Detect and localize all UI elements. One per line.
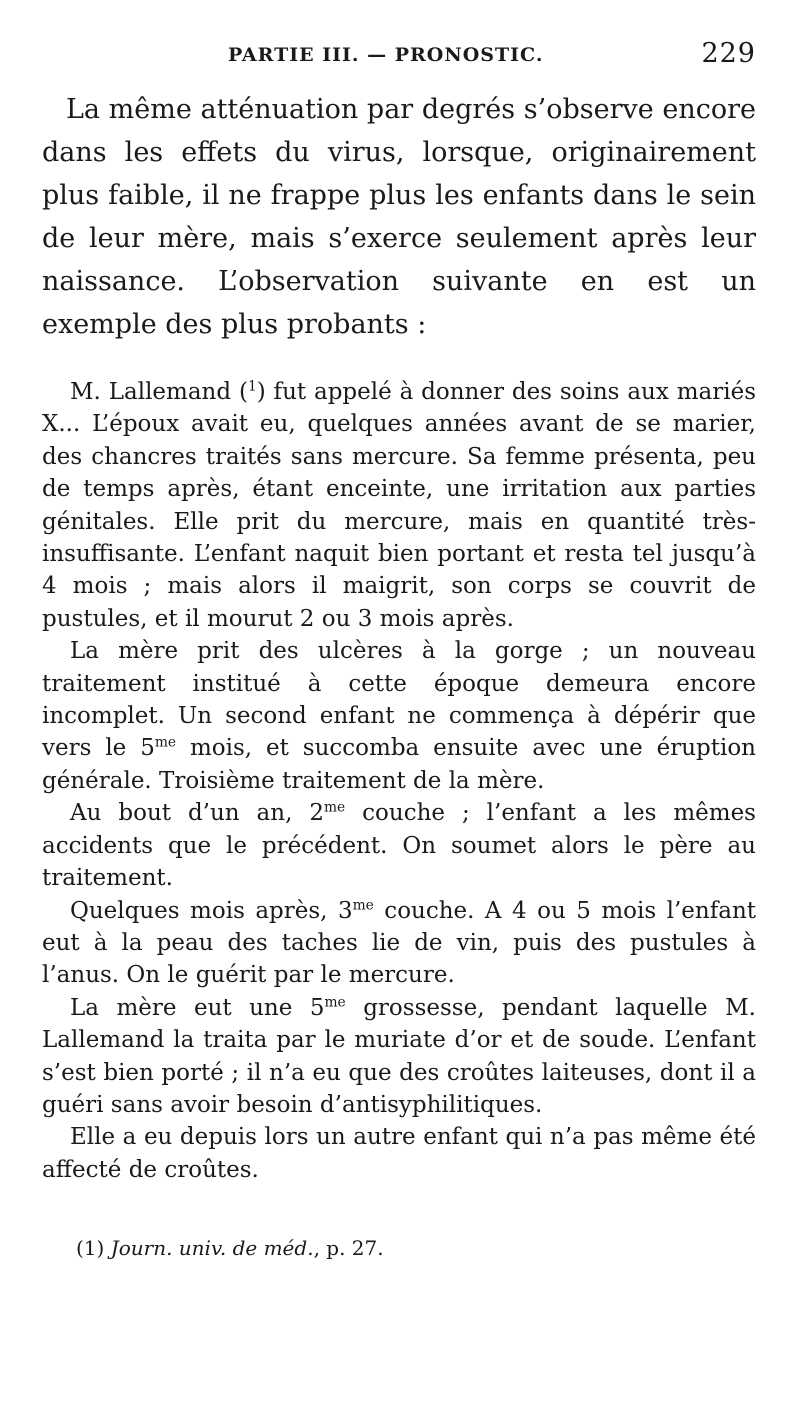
- footnote-spacer: [42, 1186, 756, 1236]
- case-paragraph: Quelques mois après, $3^{me}$ couche. A 4 ou 5 mois l’enfant eut à la peau des taches lie de vin, puis des pustules à l’anus. On le guérit par le mercure.: [42, 896, 756, 989]
- footnote: [42, 1236, 756, 1260]
- page-number: 229: [701, 38, 756, 69]
- footnote-source: Journ. univ. de méd.: [110, 1236, 314, 1261]
- lead-paragraph: La même atténuation par degrés s’observe encore dans les effets du virus, lorsque, originairement plus faible, il ne frappe plus les enfants dans le sein de leur mère, mais s’exerce seulement après leur naissance. L’observation suivante en est un exemple des plus probants :: [42, 94, 756, 340]
- case-paragraph: Au bout d’un an, $2^{me}$ couche ; l’enfant a les mêmes accidents que le précédent. On soumet alors le père au traitement.: [42, 799, 756, 892]
- running-title: PARTIE III. — PRONOSTIC.: [228, 44, 544, 66]
- footnote-marker: (1): [76, 1236, 105, 1261]
- case-paragraph: La mère eut une $5^{me}$ grossesse, pendant laquelle M. Lallemand la traita par le muriate d’or et de soude. L’enfant s’est bien porté ; il n’a eu que des croûtes laiteuses, dont il a guéri sans avoir besoin d’antisyphilitiques.: [42, 994, 756, 1118]
- case-paragraph: La mère prit des ulcères à la gorge ; un nouveau traitement institué à cette époque demeura encore incomplet. Un second enfant ne commença à dépérir que vers le $5^{me}$ mois, et succomba ensuite avec une éruption générale. Troisième traitement de la mère.: [42, 638, 756, 794]
- case-report: [42, 376, 756, 1186]
- case-paragraph: M. Lallemand ($^1$) fut appelé à donner des soins aux mariés X... L’époux avait eu, quelques années avant de se marier, des chancres traités sans mercure. Sa femme présenta, peu de temps après, étant enceinte, une irritation aux parties génitales. Elle prit du mercure, mais en quantité très-insuffisante. L’enfant naquit bien portant et resta tel jusqu’à 4 mois ; mais alors il maigrit, son corps se couvrit de pustules, et il mourut 2 ou 3 mois après.: [42, 378, 756, 632]
- footnote-reference: 1: [247, 378, 257, 395]
- case-paragraph: Elle a eu depuis lors un autre enfant qui n’a pas même été affecté de croûtes.: [42, 1124, 756, 1183]
- running-head: [42, 38, 756, 78]
- footnote-page: , p. 27.: [313, 1236, 384, 1261]
